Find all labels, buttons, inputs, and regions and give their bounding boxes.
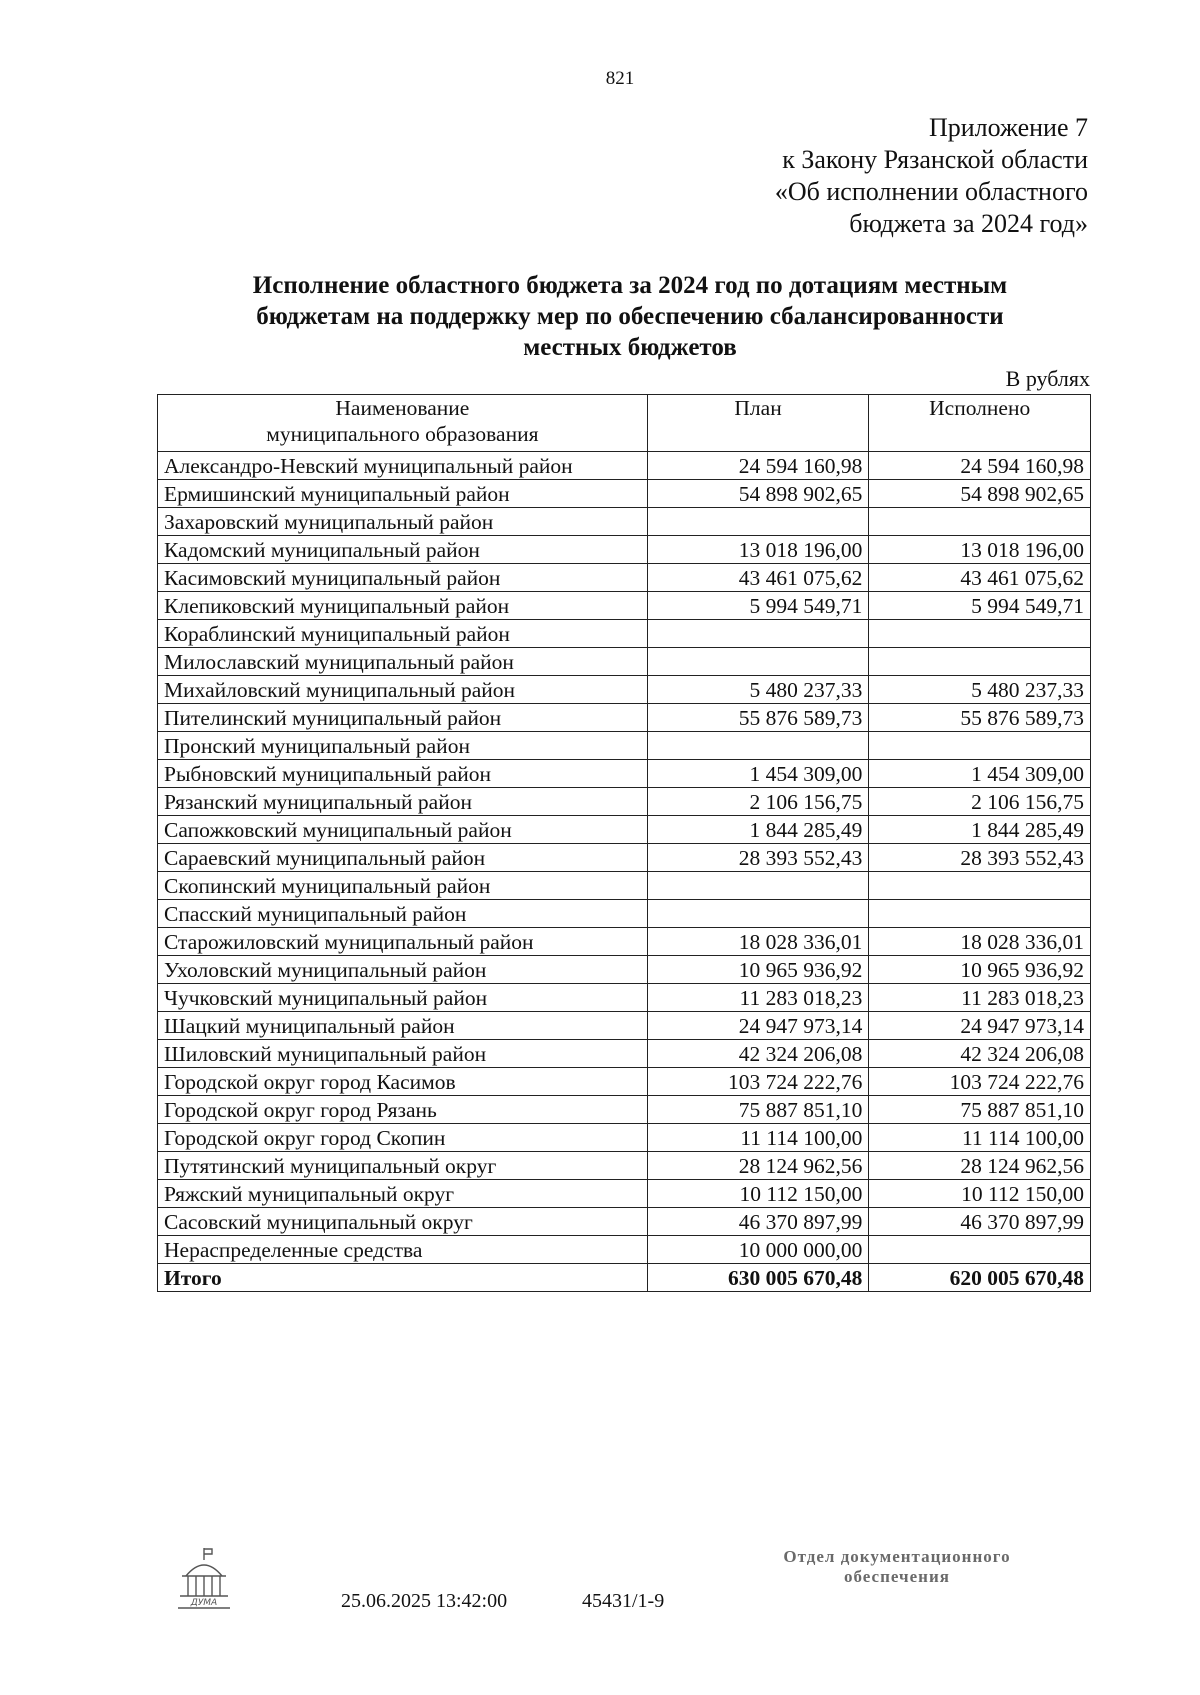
stamp-line-2: обеспечения bbox=[844, 1567, 950, 1586]
total-plan: 630 005 670,48 bbox=[647, 1264, 869, 1292]
table-row bbox=[158, 928, 1091, 956]
cell-plan: 75 887 851,10 bbox=[647, 1096, 869, 1124]
table-row bbox=[158, 1208, 1091, 1236]
cell-plan: 10 965 936,92 bbox=[647, 956, 869, 984]
cell-plan: 24 947 973,14 bbox=[647, 1012, 869, 1040]
table-row bbox=[158, 1152, 1091, 1180]
cell-done: 42 324 206,08 bbox=[869, 1040, 1091, 1068]
cell-done: 28 393 552,43 bbox=[869, 844, 1091, 872]
cell-done: 18 028 336,01 bbox=[869, 928, 1091, 956]
cell-done: 13 018 196,00 bbox=[869, 536, 1091, 564]
cell-plan: 5 480 237,33 bbox=[647, 676, 869, 704]
cell-done bbox=[869, 508, 1091, 536]
table-row bbox=[158, 676, 1091, 704]
cell-name: Городской округ город Касимов bbox=[158, 1068, 648, 1096]
table-row bbox=[158, 732, 1091, 760]
table-row bbox=[158, 508, 1091, 536]
cell-plan: 11 114 100,00 bbox=[647, 1124, 869, 1152]
cell-name: Пронский муниципальный район bbox=[158, 732, 648, 760]
cell-done: 24 594 160,98 bbox=[869, 452, 1091, 480]
cell-plan: 28 124 962,56 bbox=[647, 1152, 869, 1180]
header-name-line-2: муниципального образования bbox=[266, 422, 539, 446]
table-row bbox=[158, 1236, 1091, 1264]
cell-done: 11 283 018,23 bbox=[869, 984, 1091, 1012]
table-row bbox=[158, 1096, 1091, 1124]
table-row bbox=[158, 1124, 1091, 1152]
table-body bbox=[158, 452, 1091, 1264]
cell-done: 10 965 936,92 bbox=[869, 956, 1091, 984]
cell-name: Клепиковский муниципальный район bbox=[158, 592, 648, 620]
cell-plan: 55 876 589,73 bbox=[647, 704, 869, 732]
appendix-line-3: «Об исполнении областного bbox=[774, 177, 1088, 206]
cell-plan: 43 461 075,62 bbox=[647, 564, 869, 592]
footer-registration-code: 45431/1-9 bbox=[582, 1590, 665, 1612]
cell-name: Ухоловский муниципальный район bbox=[158, 956, 648, 984]
cell-name: Чучковский муниципальный район bbox=[158, 984, 648, 1012]
cell-name: Рязанский муниципальный район bbox=[158, 788, 648, 816]
table-row bbox=[158, 620, 1091, 648]
cell-done: 1 844 285,49 bbox=[869, 816, 1091, 844]
appendix-line-2: к Закону Рязанской области bbox=[782, 145, 1088, 174]
cell-plan bbox=[647, 620, 869, 648]
stamp-line-1: Отдел документационного bbox=[783, 1547, 1011, 1566]
title-line-1: Исполнение областного бюджета за 2024 год по дотациям местным bbox=[252, 272, 1008, 299]
table-row bbox=[158, 1180, 1091, 1208]
cell-name: Спасский муниципальный район bbox=[158, 900, 648, 928]
cell-done: 24 947 973,14 bbox=[869, 1012, 1091, 1040]
cell-done: 103 724 222,76 bbox=[869, 1068, 1091, 1096]
cell-name: Кадомский муниципальный район bbox=[158, 536, 648, 564]
table-row bbox=[158, 648, 1091, 676]
duma-logo-icon bbox=[172, 1546, 236, 1612]
table-row bbox=[158, 844, 1091, 872]
cell-name: Городской округ город Скопин bbox=[158, 1124, 648, 1152]
cell-done: 43 461 075,62 bbox=[869, 564, 1091, 592]
cell-done bbox=[869, 648, 1091, 676]
cell-plan bbox=[647, 900, 869, 928]
table-row bbox=[158, 760, 1091, 788]
appendix-line-1: Приложение 7 bbox=[928, 113, 1088, 142]
table-header-row bbox=[158, 395, 1091, 452]
cell-done: 1 454 309,00 bbox=[869, 760, 1091, 788]
table-row bbox=[158, 900, 1091, 928]
cell-name: Александро-Невский муниципальный район bbox=[158, 452, 648, 480]
cell-name: Рыбновский муниципальный район bbox=[158, 760, 648, 788]
title-line-2: бюджетам на поддержку мер по обеспечению сбалансированности bbox=[256, 303, 1004, 330]
cell-done: 55 876 589,73 bbox=[869, 704, 1091, 732]
cell-done: 5 480 237,33 bbox=[869, 676, 1091, 704]
cell-name: Захаровский муниципальный район bbox=[158, 508, 648, 536]
cell-name: Ряжский муниципальный округ bbox=[158, 1180, 648, 1208]
cell-name: Милославский муниципальный район bbox=[158, 648, 648, 676]
table-row bbox=[158, 480, 1091, 508]
cell-plan bbox=[647, 732, 869, 760]
header-name-line-1: Наименование bbox=[335, 396, 470, 420]
cell-plan: 24 594 160,98 bbox=[647, 452, 869, 480]
cell-name: Кораблинский муниципальный район bbox=[158, 620, 648, 648]
cell-done bbox=[869, 900, 1091, 928]
cell-done: 2 106 156,75 bbox=[869, 788, 1091, 816]
total-label: Итого bbox=[158, 1264, 648, 1292]
cell-plan: 103 724 222,76 bbox=[647, 1068, 869, 1096]
cell-done bbox=[869, 732, 1091, 760]
cell-done bbox=[869, 872, 1091, 900]
header-name bbox=[158, 395, 648, 452]
logo-text: ДУМА bbox=[190, 1598, 218, 1608]
cell-name: Михайловский муниципальный район bbox=[158, 676, 648, 704]
document-title bbox=[165, 270, 1095, 363]
cell-plan: 1 454 309,00 bbox=[647, 760, 869, 788]
cell-name: Сасовский муниципальный округ bbox=[158, 1208, 648, 1236]
cell-plan: 28 393 552,43 bbox=[647, 844, 869, 872]
cell-name: Старожиловский муниципальный район bbox=[158, 928, 648, 956]
cell-plan bbox=[647, 648, 869, 676]
cell-name: Путятинский муниципальный округ bbox=[158, 1152, 648, 1180]
table-row bbox=[158, 956, 1091, 984]
cell-name: Пителинский муниципальный район bbox=[158, 704, 648, 732]
table-row bbox=[158, 872, 1091, 900]
cell-plan bbox=[647, 872, 869, 900]
cell-plan: 1 844 285,49 bbox=[647, 816, 869, 844]
cell-plan: 46 370 897,99 bbox=[647, 1208, 869, 1236]
cell-done: 54 898 902,65 bbox=[869, 480, 1091, 508]
department-stamp bbox=[752, 1547, 1042, 1587]
cell-done: 46 370 897,99 bbox=[869, 1208, 1091, 1236]
cell-name: Шиловский муниципальный район bbox=[158, 1040, 648, 1068]
title-line-3: местных бюджетов bbox=[523, 334, 737, 361]
appendix-line-4: бюджета за 2024 год» bbox=[849, 209, 1088, 238]
cell-done: 75 887 851,10 bbox=[869, 1096, 1091, 1124]
table-row bbox=[158, 816, 1091, 844]
table-row bbox=[158, 1040, 1091, 1068]
appendix-header bbox=[775, 112, 1088, 240]
budget-table bbox=[157, 394, 1091, 1292]
total-done: 620 005 670,48 bbox=[869, 1264, 1091, 1292]
cell-name: Городской округ город Рязань bbox=[158, 1096, 648, 1124]
header-done: Исполнено bbox=[869, 395, 1091, 452]
cell-name: Скопинский муниципальный район bbox=[158, 872, 648, 900]
cell-name: Ермишинский муниципальный район bbox=[158, 480, 648, 508]
cell-plan: 54 898 902,65 bbox=[647, 480, 869, 508]
table-row bbox=[158, 984, 1091, 1012]
cell-plan: 5 994 549,71 bbox=[647, 592, 869, 620]
cell-name: Касимовский муниципальный район bbox=[158, 564, 648, 592]
page-number: 821 bbox=[605, 68, 635, 89]
table-row bbox=[158, 592, 1091, 620]
cell-done: 11 114 100,00 bbox=[869, 1124, 1091, 1152]
units-label: В рублях bbox=[1005, 366, 1090, 391]
footer-date: 25.06.2025 13:42:00 bbox=[341, 1590, 508, 1612]
cell-plan: 11 283 018,23 bbox=[647, 984, 869, 1012]
table-row bbox=[158, 1012, 1091, 1040]
table-row bbox=[158, 704, 1091, 732]
cell-plan: 2 106 156,75 bbox=[647, 788, 869, 816]
cell-plan: 18 028 336,01 bbox=[647, 928, 869, 956]
cell-plan: 42 324 206,08 bbox=[647, 1040, 869, 1068]
cell-done: 5 994 549,71 bbox=[869, 592, 1091, 620]
cell-name: Сапожковский муниципальный район bbox=[158, 816, 648, 844]
cell-name: Нераспределенные средства bbox=[158, 1236, 648, 1264]
table-row bbox=[158, 1068, 1091, 1096]
cell-name: Сараевский муниципальный район bbox=[158, 844, 648, 872]
total-row bbox=[158, 1264, 1091, 1292]
cell-done bbox=[869, 620, 1091, 648]
cell-plan: 10 000 000,00 bbox=[647, 1236, 869, 1264]
table-row bbox=[158, 452, 1091, 480]
table-row bbox=[158, 536, 1091, 564]
table-row bbox=[158, 564, 1091, 592]
cell-done bbox=[869, 1236, 1091, 1264]
cell-plan bbox=[647, 508, 869, 536]
cell-done: 10 112 150,00 bbox=[869, 1180, 1091, 1208]
cell-done: 28 124 962,56 bbox=[869, 1152, 1091, 1180]
header-plan: План bbox=[647, 395, 869, 452]
cell-plan: 13 018 196,00 bbox=[647, 536, 869, 564]
cell-name: Шацкий муниципальный район bbox=[158, 1012, 648, 1040]
table-row bbox=[158, 788, 1091, 816]
cell-plan: 10 112 150,00 bbox=[647, 1180, 869, 1208]
